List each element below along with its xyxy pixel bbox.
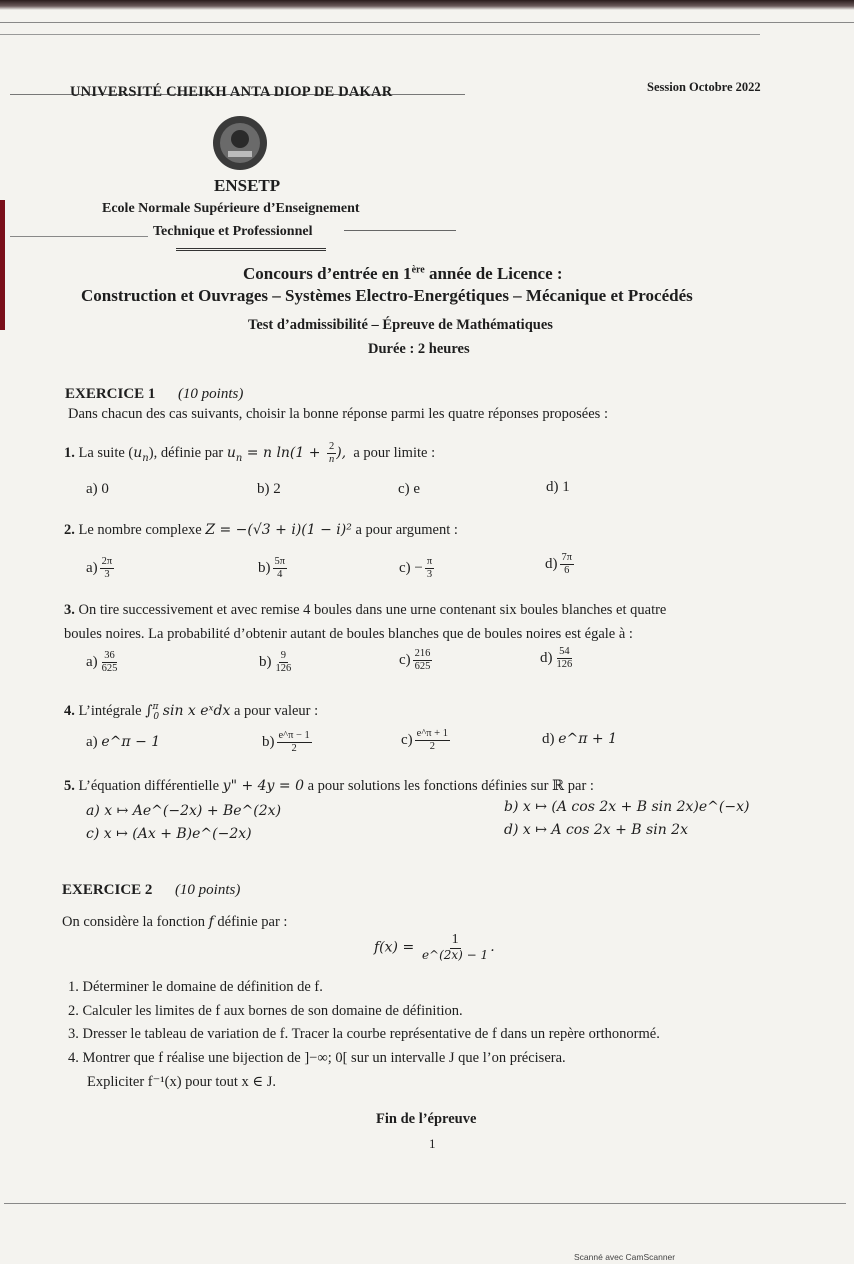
q5-answer-d: d) x ↦ A cos 2x + B sin 2x — [504, 822, 688, 838]
question-3: 3. On tire successivement et avec remise 4 boules dans une urne contenant six boules blanches et quatre — [64, 602, 667, 618]
scan-line — [0, 34, 760, 35]
footer-rule — [4, 1203, 846, 1204]
q3-answer-a: a) $\frac{36}{625}$ — [86, 650, 118, 675]
q1-answer-c: c) e — [398, 481, 421, 497]
q4-answer-c: c) $\frac{e\^{}\pi + 1}{2}$ — [401, 728, 448, 753]
q2-answer-b: b) $\frac{5\pi}{4}$ — [258, 556, 286, 581]
exercise2-intro: On considère la fonction f définie par : — [62, 914, 288, 930]
q1-answer-b: b) 2 — [257, 481, 281, 497]
end-of-exam: Fin de l’épreuve — [376, 1111, 477, 1127]
exercise2-item-1: 1. Déterminer le domaine de définition de f. — [68, 979, 323, 995]
scan-left-edge — [0, 200, 5, 330]
q5-answer-b: b) x ↦ (A cos 2x + B sin 2x)e^(−x) — [504, 799, 750, 815]
q2-answer-a: a) $\frac{2\pi}{3}$ — [86, 556, 113, 581]
session-date: Session Octobre 2022 — [647, 80, 761, 94]
question-1: 1. La suite $(u_n)$, définie par $u_n = n$ ln(1 + $\frac{2}{n}$ ), a pour limite : — [64, 441, 436, 466]
scan-line — [0, 22, 854, 23]
school-rule-right — [344, 230, 456, 231]
university-name: UNIVERSITÉ CHEIKH ANTA DIOP DE DAKAR — [70, 84, 393, 100]
q2-answer-d: d) $\frac{7\pi}{6}$ — [545, 552, 573, 577]
q2-answer-c: c) − $\frac{\pi}{3}$ — [399, 556, 433, 581]
scanner-watermark: Scanné avec CamScanner — [574, 1252, 676, 1262]
question-5: 5. L’équation différentielle y" + 4y = 0 a pour solutions les fonctions définies sur ℝ par : — [64, 778, 594, 794]
question-4: 4. L’intégrale ∫$^\pi_0$ sin x eˣdx a pour valeur : — [64, 702, 319, 722]
function-definition: f(x) = $\frac{1}{e\^{}(2x) - 1}$ . — [374, 932, 495, 963]
q1-answer-d: d) 1 — [546, 479, 570, 495]
q4-answer-b: b) $\frac{e\^{}\pi - 1}{2}$ — [262, 730, 310, 755]
exercise2-item-3: 3. Dresser le tableau de variation de f. Tracer la courbe représentative de f dans un repère orthonormé. — [68, 1026, 660, 1042]
exercise1-heading: EXERCICE 1 (10 points) — [65, 386, 244, 402]
exercise2-item-2: 2. Calculer les limites de f aux bornes de son domaine de définition. — [68, 1003, 463, 1019]
double-rule — [176, 248, 326, 251]
exam-duration: Durée : 2 heures — [368, 341, 470, 357]
exercise2-item-4-line2: Expliciter f⁻¹(x) pour tout x ∈ J. — [87, 1074, 277, 1090]
question-3-line2: boules noires. La probabilité d’obtenir autant de boules blanches que de boules noires est égale à : — [64, 626, 633, 642]
scan-top-edge — [0, 0, 854, 10]
q3-answer-c: c) $\frac{216}{625}$ — [399, 648, 431, 673]
exercise2-item-4: 4. Montrer que f réalise une bijection de ]−∞; 0[ sur un intervalle J que l’on précisera. — [68, 1050, 566, 1066]
question-2: 2. Le nombre complexe Z = −(√3 + i)(1 − i)² a pour argument : — [64, 522, 458, 538]
exam-title-line3: Test d’admissibilité – Épreuve de Mathématiques — [248, 317, 553, 333]
university-seal — [212, 115, 268, 171]
school-name-line1: Ecole Normale Supérieure d’Enseignement — [102, 201, 360, 216]
exam-title-line1: Concours d’entrée en 1ère année de Licence : — [243, 264, 563, 283]
exam-title-line2: Construction et Ouvrages – Systèmes Electro-Energétiques – Mécanique et Procédés — [81, 286, 693, 305]
q3-answer-b: b) $\frac{9}{126}$ — [259, 650, 292, 675]
q5-answer-a: a) x ↦ Ae^(−2x) + Be^(2x) — [86, 803, 282, 819]
exercise1-intro: Dans chacun des cas suivants, choisir la bonne réponse parmi les quatre réponses proposées : — [68, 406, 608, 422]
school-name-line2: Technique et Professionnel — [153, 224, 313, 239]
q1-answer-a: a) 0 — [86, 481, 109, 497]
page-number: 1 — [429, 1136, 436, 1151]
q3-answer-d: d) $\frac{54}{126}$ — [540, 646, 573, 671]
q4-answer-d: d) e^π + 1 — [542, 731, 618, 747]
exercise2-heading: EXERCICE 2 (10 points) — [62, 882, 241, 898]
q5-answer-c: c) x ↦ (Ax + B)e^(−2x) — [86, 826, 252, 842]
school-acronym: ENSETP — [214, 176, 281, 195]
school-rule-left — [10, 236, 148, 237]
q4-answer-a: a) e^π − 1 — [86, 734, 161, 750]
